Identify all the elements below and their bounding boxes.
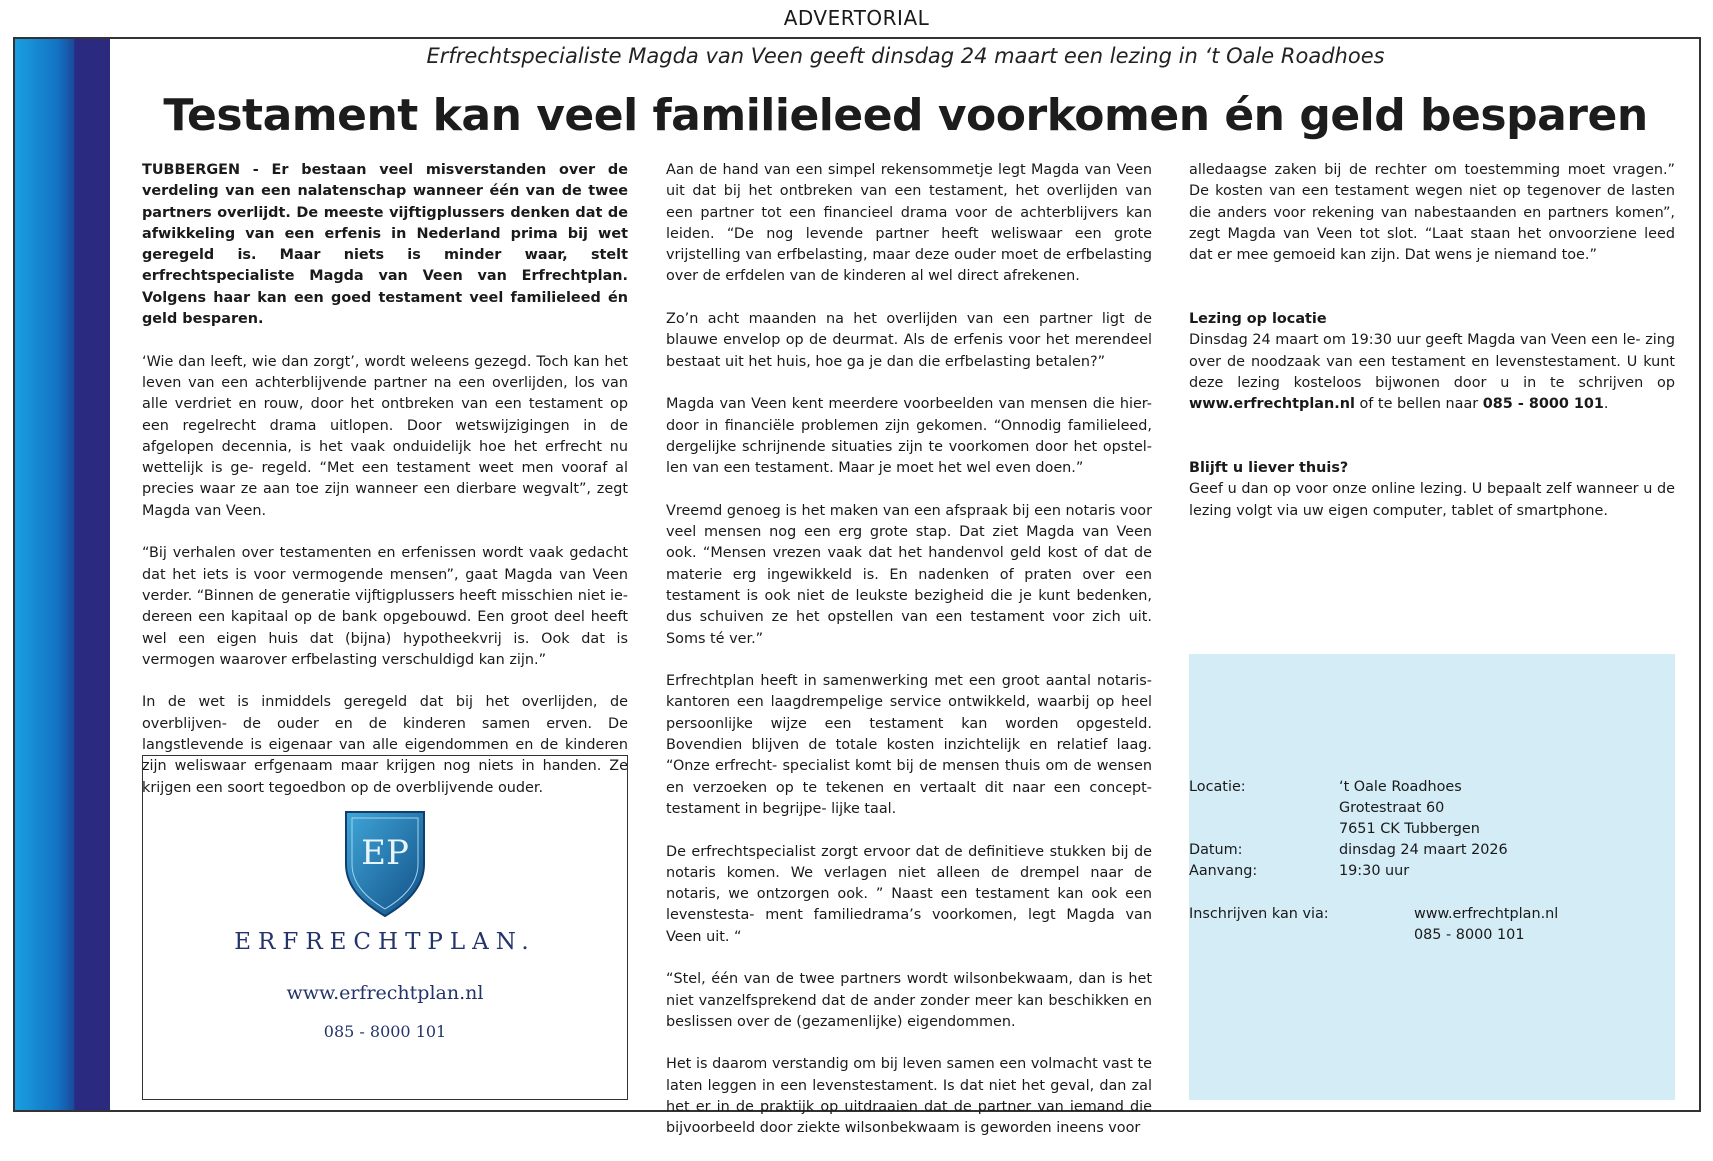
inschrijven-website[interactable]: www.erfrechtplan.nl <box>1414 906 1559 922</box>
paragraph: Magda van Veen kent meerdere voorbeelden van mensen die hier- door in financiële problemen zijn gekomen. “Onnodig familieleed, dergelijke schrijnende situaties zijn te voorkomen door het opstel- len van een testament. Maar je moet het wel even doen.” <box>666 396 1152 477</box>
lezing-phone: 085 - 8000 101 <box>1482 396 1604 413</box>
column-3 <box>1189 160 1675 543</box>
locatie-label: Locatie: <box>1189 779 1246 795</box>
lezing-mid: of te bellen naar <box>1354 396 1483 413</box>
aanvang-value: 19:30 uur <box>1339 863 1410 879</box>
paragraph: Zo’n acht maanden na het overlijden van een partner ligt de blauwe envelop op de deurmat. Als de erfenis voor het merendeel bestaat uit het huis, hoe ga je dan die erfbelasting betalen?” <box>666 311 1152 370</box>
locatie-name: ‘t Oale Roadhoes <box>1339 779 1462 795</box>
paragraph: ‘Wie dan leeft, wie dan zorgt’, wordt weleens gezegd. Toch kan het leven van een achterblijvende partner na een overlijden, los van alle verdriet en rouw, door het ontbreken van een testament op een regelrecht drama uitlopen. Door wetswijzigingen in de afgelopen decennia, is het vaak onduidelijk hoe het erfrecht nu wettelijk is ge- regeld. “Met een testament weet men vooraf al precies waar ze aan toe zijn wanneer een dierbare wegvalt”, zegt Magda van Veen. <box>142 353 628 519</box>
paragraph: Erfrechtplan heeft in samenwerking met een groot aantal notaris- kantoren een laagdrempelige service ontwikkeld, waarbij op heel persoonlijke wijze een testament kan worden opgesteld. Bovendien blijven de totale kosten inzichtelijk en relatief laag. “Onze erfrecht- specialist komt bij de mensen thuis om de wensen en verzoeken op te tekenen en vertaalt dit naar een concept-testament in begrijpe- lijke taal. <box>666 673 1152 817</box>
shield-monogram: EP <box>361 833 409 873</box>
decorative-side-band <box>15 39 110 1110</box>
shield-logo-icon <box>342 808 428 920</box>
paragraph: In de wet is inmiddels geregeld dat bij het overlijden, de overblijven- de ouder en de kinderen samen erven. De langstlevende is eigenaar van alle eigendommen en de kinderen zijn weliswaar erfgenaam maar krijgen nog niets in handen. Ze krijgen een soort tegoedbon op de overblijvende ouder. <box>142 694 628 796</box>
aanvang-label: Aanvang: <box>1189 863 1258 879</box>
datum-value: dinsdag 24 maart 2026 <box>1339 842 1508 858</box>
paragraph-thuis: Geef u dan op voor onze online lezing. U bepaalt zelf wanneer u de lezing volgt via uw eigen computer, tablet of smartphone. <box>1189 481 1675 519</box>
event-info-box <box>1189 654 1675 1100</box>
logo-website[interactable]: www.erfrechtplan.nl <box>286 982 484 1004</box>
lead-paragraph: TUBBERGEN - Er bestaan veel misverstanden over de verdeling van een nalatenschap wanneer één van de twee partners overlijdt. De meeste vijftigplussers denken dat de afwikkeling van een erfenis in Nederland prima bij wet geregeld is. Maar niets is minder waar, stelt erfrechtspecialiste Magda van Veen van Erfrechtplan. Volgens haar kan een goed testament veel familieleed én geld besparen. <box>142 162 628 328</box>
paragraph: Aan de hand van een simpel rekensommetje legt Magda van Veen uit dat bij het ontbreken van een testament, het overlijden van een partner tot een financieel drama voor de achterblijvers kan leiden. “De nog levende partner heeft weliswaar een grote vrijstelling van erfbelasting, maar deze ouder moet de erfbelasting over de erfdelen van de kinderen al wel direct afrekenen. <box>666 162 1152 285</box>
paragraph: Vreemd genoeg is het maken van een afspraak bij een notaris voor veel mensen nog een erg grote stap. Dat ziet Magda van Veen ook. “Mensen vrezen vaak dat het handenvol geld kost of dat de materie erg ingewikkeld is. En nadenken of praten over een testament is ook niet de leukste bezigheid die je kunt bedenken, dus schuiven ze het opstellen van een testament voor zich uit. Soms té ver.” <box>666 502 1152 647</box>
inschrijven-label: Inschrijven kan via: <box>1189 906 1329 922</box>
paragraph: “Stel, één van de twee partners wordt wilsonbekwaam, dan is het niet vanzelfsprekend dat de ander zonder meer kan beschikken en beslissen over de (gezamenlijke) eigendommen. <box>666 971 1152 1030</box>
lezing-end: . <box>1603 396 1609 413</box>
advertorial-label: ADVERTORIAL <box>783 6 930 30</box>
erfrechtplan-logo-box <box>142 755 628 1100</box>
datum-label: Datum: <box>1189 842 1243 858</box>
paragraph: Het is daarom verstandig om bij leven samen een volmacht vast te laten leggen in een levenstestament. Is dat niet het geval, dan zal het er in de praktijk op uitdraaien dat de partner van iemand die bijvoorbeeld door ziekte wilsonbekwaam is geworden ineens voor <box>666 1056 1152 1137</box>
paragraph: “Bij verhalen over testamenten en erfenissen wordt vaak gedacht dat het iets is voor vermogende mensen”, gaat Magda van Veen verder. “Binnen de generatie vijftigplussers heeft misschien niet ie- dereen een kapitaal op de bank opgebouwd. Een groot deel heeft wel een eigen huis dat (bijna) hypotheekvrij is. Ook dat is vermogen waarover erfbelasting verschuldigd kan zijn.” <box>142 545 628 668</box>
locatie-postcode: 7651 CK Tubbergen <box>1339 821 1480 837</box>
lezing-website[interactable]: www.erfrechtplan.nl <box>1189 396 1355 413</box>
section-heading-lezing: Lezing op locatie <box>1189 311 1327 328</box>
logo-phone: 085 - 8000 101 <box>323 1022 447 1041</box>
paragraph: De erfrechtspecialist zorgt ervoor dat de definitieve stukken bij de notaris komen. We verlagen niet alleen de drempel naar de notaris, we ontzorgen ook. ” Naast een testament kan ook een levenstesta- ment familiedrama’s voorkomen, legt Magda van Veen uit. “ <box>666 843 1152 945</box>
lezing-text: Dinsdag 24 maart om 19:30 uur geeft Magda van Veen een le- zing over de noodzaak van een testament en levenstestament. U kunt deze lezing kosteloos bijwonen door u in te schrijven op <box>1189 332 1675 391</box>
column-2 <box>666 160 1152 1161</box>
section-heading-thuis: Blijft u liever thuis? <box>1189 460 1349 477</box>
paragraph-lezing <box>1189 330 1675 415</box>
subtitle: Erfrechtspecialiste Magda van Veen geeft dinsdag 24 maart een lezing in ‘t Oale Roadhoes <box>426 44 1385 68</box>
headline: Testament kan veel familieleed voorkomen én geld besparen <box>163 90 1648 141</box>
brand-name: ERFRECHTPLAN. <box>234 929 536 955</box>
column-1 <box>142 160 628 820</box>
inschrijven-phone: 085 - 8000 101 <box>1414 927 1525 943</box>
paragraph: alledaagse zaken bij de rechter om toestemming moet vragen.” De kosten van een testament wegen niet op tegenover de lasten die anders voor rekening van nabestaanden en partners komen”, zegt Magda van Veen tot slot. “Laat staan het onvoorziene leed dat er mee gemoeid kan zijn. Dat wens je niemand toe.” <box>1189 162 1675 264</box>
locatie-street: Grotestraat 60 <box>1339 800 1445 816</box>
